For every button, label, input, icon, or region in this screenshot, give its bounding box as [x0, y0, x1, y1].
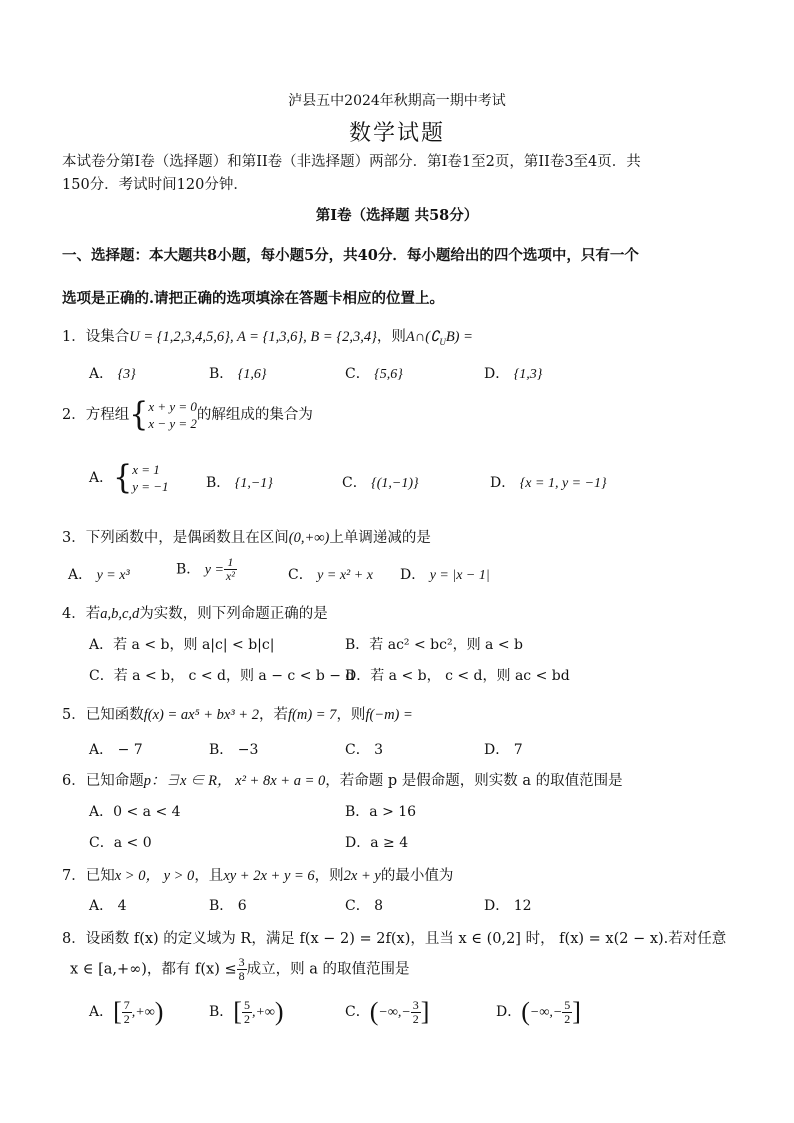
math-expression: U = {1,2,3,4,5,6}, A = {1,3,6}, B = {2,3,4} — [129, 329, 377, 345]
q5-option-d[interactable]: D． 7 — [484, 742, 523, 758]
exam-subtitle: 泸县五中2024年秋期高一期中考试 — [288, 93, 506, 109]
q2-option-b[interactable]: B． {1,−1} — [206, 475, 273, 491]
question-number: 2． — [62, 407, 86, 423]
q4-option-c[interactable]: C．若 a < b， c < d，则 a − c < b − d — [89, 668, 355, 684]
equation-system: x + y = 0 x − y = 2 — [148, 399, 197, 431]
q7-option-d[interactable]: D． 12 — [484, 898, 532, 914]
question-number: 1． — [62, 329, 86, 345]
q5-option-c[interactable]: C． 3 — [345, 742, 384, 758]
q1-option-c[interactable]: C． {5,6} — [345, 366, 403, 382]
question-2-stem: 2．方程组{ x + y = 0 x − y = 2 的解组成的集合为 — [62, 395, 313, 434]
question-text: ，则 — [376, 329, 406, 345]
math-subscript: U — [439, 336, 446, 347]
q8-option-c[interactable]: C．(−∞,− $\frac{3}{2}$ ] — [345, 997, 430, 1026]
intro-line-2: 150分．考试时间120分钟． — [62, 177, 248, 193]
question-text: 设集合 — [85, 329, 130, 345]
q7-option-a[interactable]: A． 4 — [89, 898, 127, 914]
q8-option-d[interactable]: D．(−∞,− $\frac{5}{2}$ ] — [496, 997, 581, 1026]
question-8-stem-line-1: 8．设函数 f(x) 的定义域为 R，满足 f(x − 2) = 2f(x)，且当 x ∈ (0,2] 时， f(x) = x(2 − x).若对任意 — [62, 931, 727, 947]
q6-option-b[interactable]: B．a > 16 — [345, 804, 417, 820]
q5-option-b[interactable]: B． −3 — [209, 742, 259, 758]
q7-option-c[interactable]: C． 8 — [345, 898, 384, 914]
intro-line-1: 本试卷分第I卷（选择题）和第II卷（非选择题）两部分．第I卷1至2页，第II卷3至4页．共 — [62, 154, 641, 170]
q2-option-d[interactable]: D． {x = 1, y = −1} — [490, 475, 607, 491]
q4-option-d[interactable]: D．若 a < b， c < d，则 ac < bd — [345, 668, 570, 684]
q4-option-b[interactable]: B．若 ac² < bc²，则 a < b — [345, 637, 523, 653]
q6-option-c[interactable]: C．a < 0 — [89, 835, 152, 851]
section-1-instructions-line-1: 一、选择题：本大题共8小题，每小题5分，共40分．每小题给出的四个选项中，只有一个 — [62, 247, 639, 264]
question-7-stem: 7．已知x > 0， y > 0，且xy + 2x + y = 6，则2x + y的最小值为 — [62, 868, 454, 884]
q4-option-a[interactable]: A．若 a < b，则 a|c| < b|c| — [89, 637, 275, 653]
q5-option-a[interactable]: A． − 7 — [89, 742, 143, 758]
q3-option-c[interactable]: C． y = x² + x — [288, 567, 373, 583]
exam-title: 数学试题 — [348, 121, 445, 146]
q3-option-b[interactable]: B． y = $\frac{1}{\text{x²}}$ — [176, 555, 235, 583]
math-expression: A∩(∁ — [405, 329, 440, 345]
math-expression: B) = — [445, 329, 473, 345]
question-1-stem — [62, 325, 473, 347]
q2-option-a[interactable]: A．{ x = 1 y = −1 — [89, 458, 169, 497]
question-3-stem: 3．下列函数中，是偶函数且在区间(0,+∞)上单调递减的是 — [62, 530, 431, 546]
question-8-stem-line-2: x ∈ [a,+∞)，都有 f(x) ≤ $\frac{3}{8}$ 成立，则 a 的取值范围是 — [70, 955, 410, 983]
q1-option-d[interactable]: D． {1,3} — [484, 366, 543, 382]
part-1-heading: 第I卷（选择题 共58分） — [315, 207, 479, 224]
q3-option-d[interactable]: D． y = |x − 1| — [400, 567, 490, 583]
section-1-instructions-line-2: 选项是正确的.请把正确的选项填涂在答题卡相应的位置上。 — [62, 290, 445, 307]
q1-option-a[interactable]: A． {3} — [89, 366, 136, 382]
q1-option-b[interactable]: B． {1,6} — [209, 366, 267, 382]
question-6-stem: 6．已知命题p：∃x ∈ R， x² + 8x + a = 0，若命题 p 是假命题，则实数 a 的取值范围是 — [62, 773, 623, 789]
question-4-stem: 4．若a,b,c,d为实数，则下列命题正确的是 — [62, 606, 328, 622]
q7-option-b[interactable]: B． 6 — [209, 898, 247, 914]
q3-option-a[interactable]: A． y = x³ — [68, 567, 130, 583]
q8-option-a[interactable]: A．[ $\frac{7}{2}$ ,+∞) — [89, 997, 164, 1026]
q8-option-b[interactable]: B．[ $\frac{5}{2}$ ,+∞) — [209, 997, 284, 1026]
q6-option-d[interactable]: D．a ≥ 4 — [345, 835, 409, 851]
question-5-stem: 5．已知函数f(x) = ax⁵ + bx³ + 2，若f(m) = 7，则f(−m) = — [62, 707, 413, 723]
q2-option-c[interactable]: C． {(1,−1)} — [342, 475, 419, 491]
q6-option-a[interactable]: A．0 < a < 4 — [89, 804, 181, 820]
